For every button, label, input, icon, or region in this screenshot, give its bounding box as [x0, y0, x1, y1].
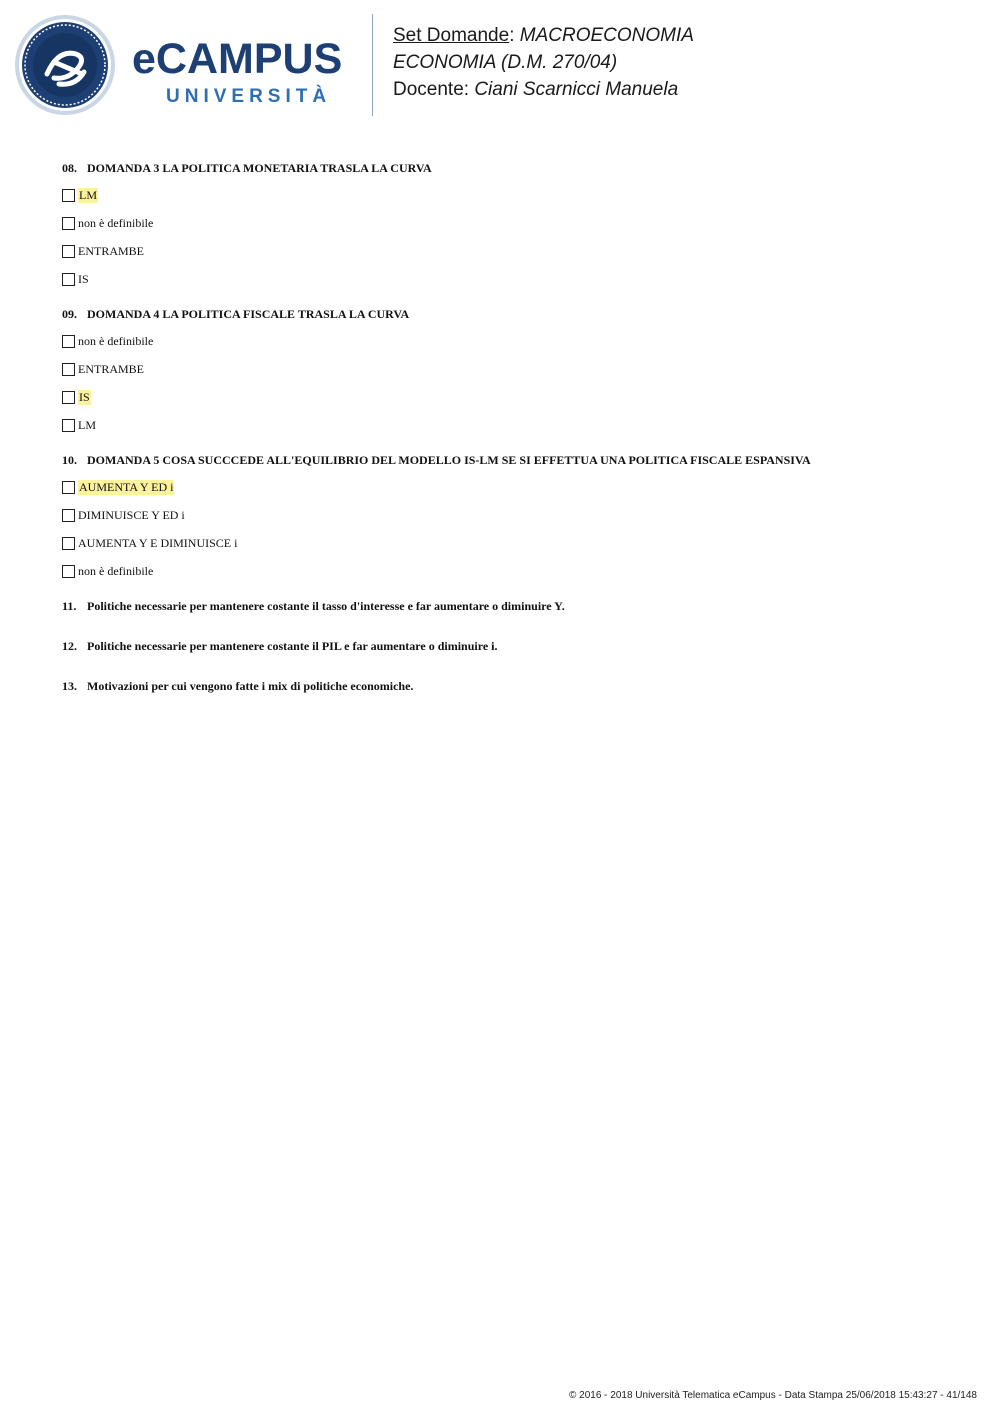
checkbox[interactable] [62, 217, 75, 230]
option-label: IS [78, 271, 89, 286]
header-line-1 [393, 22, 694, 49]
option-label: non è definibile [78, 215, 154, 230]
course-subtitle: ECONOMIA (D.M. 270/04) [393, 52, 618, 73]
checkbox[interactable] [62, 537, 75, 550]
question-text: DOMANDA 3 LA POLITICA MONETARIA TRASLA LA CURVA [87, 161, 432, 175]
answer-option[interactable] [62, 181, 962, 209]
checkbox[interactable] [62, 245, 75, 258]
set-separator: : [509, 25, 515, 46]
docente-label: Docente: [393, 79, 470, 100]
question-number: 11. [62, 599, 77, 613]
question-number: 08. [62, 161, 77, 175]
question-number: 13. [62, 679, 77, 693]
checkbox[interactable] [62, 391, 75, 404]
question-text: DOMANDA 4 LA POLITICA FISCALE TRASLA LA CURVA [87, 307, 410, 321]
course-name: MACROECONOMIA [519, 25, 694, 46]
docente-name: Ciani Scarnicci Manuela [474, 79, 679, 100]
logo-word-text: eCAMPUS [132, 35, 343, 83]
question-list [62, 160, 962, 718]
question-number: 10. [62, 453, 77, 467]
question-09 [62, 306, 962, 439]
question-number: 12. [62, 639, 77, 653]
answer-option[interactable] [62, 557, 962, 585]
checkbox[interactable] [62, 419, 75, 432]
option-label: AUMENTA Y E DIMINUISCE i [78, 535, 238, 550]
answer-option[interactable] [62, 411, 962, 439]
page-footer: © 2016 - 2018 Università Telematica eCampus - Data Stampa 25/06/2018 15:43:27 - 41/148 [569, 1390, 977, 1401]
set-label: Set Domande [393, 25, 510, 46]
answer-option[interactable] [62, 209, 962, 237]
checkbox[interactable] [62, 509, 75, 522]
question-title [62, 598, 962, 614]
question-title [62, 678, 962, 694]
header-info [393, 22, 694, 103]
question-title [62, 160, 962, 176]
checkbox[interactable] [62, 481, 75, 494]
checkbox[interactable] [62, 273, 75, 286]
answer-option[interactable] [62, 327, 962, 355]
question-text: Motivazioni per cui vengono fatte i mix di politiche economiche. [87, 679, 414, 693]
option-label: DIMINUISCE Y ED i [78, 507, 185, 522]
answer-option[interactable] [62, 265, 962, 293]
question-text: Politiche necessarie per mantenere costante il PIL e far aumentare o diminuire i. [87, 639, 498, 653]
logo-subtitle: UNIVERSITÀ [166, 86, 332, 107]
answer-option[interactable] [62, 473, 962, 501]
question-title [62, 638, 962, 654]
checkbox[interactable] [62, 189, 75, 202]
option-label-highlighted: LM [79, 187, 97, 202]
ecampus-seal-logo-icon [14, 14, 116, 116]
header-divider [372, 14, 373, 116]
question-text: Politiche necessarie per mantenere costante il tasso d'interesse e far aumentare o diminuire Y. [87, 599, 565, 613]
question-10 [62, 452, 962, 585]
checkbox[interactable] [62, 363, 75, 376]
question-text: DOMANDA 5 COSA SUCCCEDE ALL'EQUILIBRIO DEL MODELLO IS-LM SE SI EFFETTUA UNA POLITICA FISCALE ESPANSIVA [87, 453, 811, 467]
answer-option[interactable] [62, 529, 962, 557]
option-label: ENTRAMBE [78, 243, 144, 258]
option-label: LM [78, 417, 96, 432]
question-13 [62, 678, 962, 694]
page-header [0, 0, 1000, 130]
answer-option[interactable] [62, 355, 962, 383]
option-label-highlighted: AUMENTA Y ED i [79, 479, 174, 494]
logo-wordmark [132, 35, 343, 83]
option-label: non è definibile [78, 333, 154, 348]
question-08 [62, 160, 962, 293]
option-label: ENTRAMBE [78, 361, 144, 376]
answer-option[interactable] [62, 383, 962, 411]
checkbox[interactable] [62, 565, 75, 578]
option-label: non è definibile [78, 563, 154, 578]
option-label-highlighted: IS [79, 389, 90, 404]
question-11 [62, 598, 962, 614]
question-12 [62, 638, 962, 654]
question-title [62, 452, 962, 468]
question-title [62, 306, 962, 322]
answer-option[interactable] [62, 501, 962, 529]
header-line-3 [393, 76, 694, 103]
question-number: 09. [62, 307, 77, 321]
answer-option[interactable] [62, 237, 962, 265]
checkbox[interactable] [62, 335, 75, 348]
